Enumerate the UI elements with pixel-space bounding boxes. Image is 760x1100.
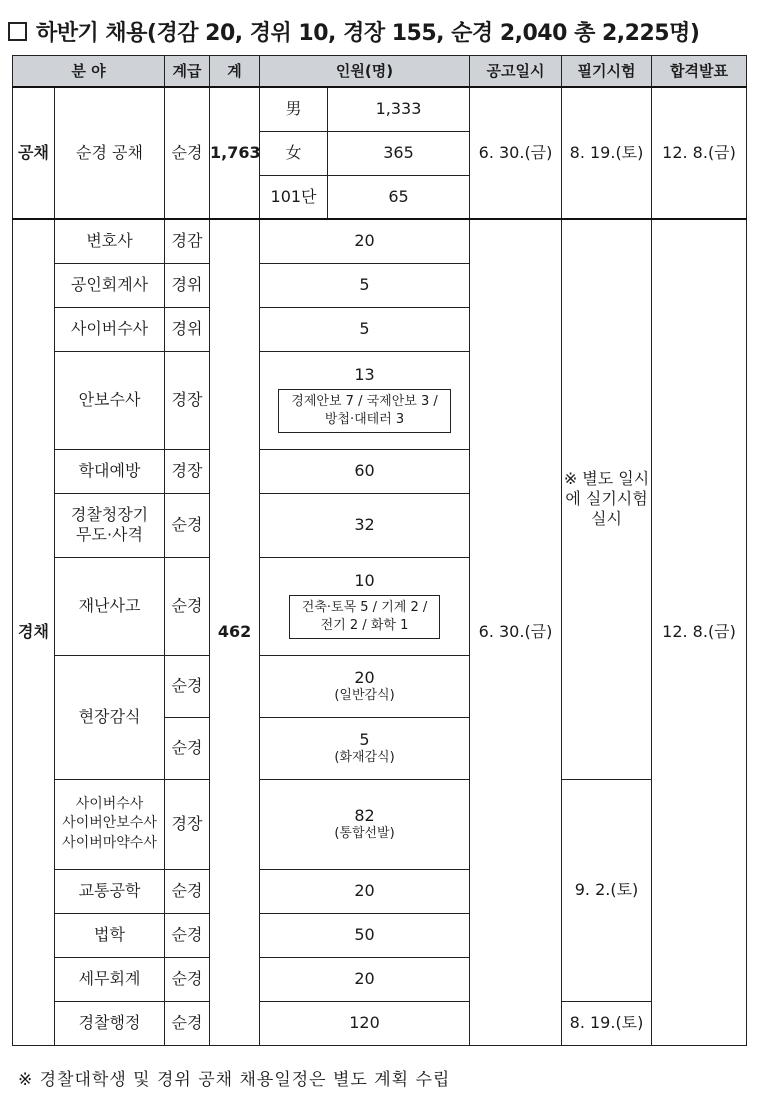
page-heading bbox=[8, 14, 752, 48]
rank-cell: 순경 bbox=[165, 1001, 210, 1045]
field-cell: 법학 bbox=[55, 913, 165, 957]
field-line: 사이버마약수사 bbox=[62, 834, 157, 851]
written-exam-open: 8. 19.(토) bbox=[562, 87, 652, 219]
field-cell: 사이버수사 bbox=[55, 307, 165, 351]
count-cell bbox=[260, 655, 470, 717]
category-open: 공채 bbox=[13, 87, 55, 219]
count-cell: 60 bbox=[260, 449, 470, 493]
header-notice-date: 공고일시 bbox=[470, 56, 562, 88]
rank-cell: 순경 bbox=[165, 869, 210, 913]
field-cell bbox=[55, 779, 165, 869]
gender-label-female: 女 bbox=[260, 131, 328, 175]
field-cell: 변호사 bbox=[55, 219, 165, 263]
total-open: 1,763 bbox=[210, 87, 260, 219]
rank-cell: 순경 bbox=[165, 493, 210, 557]
page-title: 하반기 채용(경감 20, 경위 10, 경장 155, 순경 2,040 총 2,225명) bbox=[36, 20, 700, 46]
table-header-row bbox=[13, 56, 747, 88]
rank-cell: 순경 bbox=[165, 717, 210, 779]
count-cell: 32 bbox=[260, 493, 470, 557]
detail-line: 전기 2 / 화학 1 bbox=[320, 618, 409, 633]
header-total: 계 bbox=[210, 56, 260, 88]
field-line: 무도·사격 bbox=[76, 525, 143, 544]
header-rank: 계급 bbox=[165, 56, 210, 88]
field-cell: 세무회계 bbox=[55, 957, 165, 1001]
rank-cell: 경위 bbox=[165, 263, 210, 307]
rank-cell: 경장 bbox=[165, 449, 210, 493]
rank-cell: 순경 bbox=[165, 655, 210, 717]
exam-note-special: ※ 별도 일시에 실기시험 실시 bbox=[562, 219, 652, 779]
rank-cell: 경위 bbox=[165, 307, 210, 351]
notice-date-open: 6. 30.(금) bbox=[470, 87, 562, 219]
count-cell: 120 bbox=[260, 1001, 470, 1045]
header-headcount: 인원(명) bbox=[260, 56, 470, 88]
rank-cell: 순경 bbox=[165, 557, 210, 655]
unit-label-101: 101단 bbox=[260, 175, 328, 219]
written-exam-special-1: 9. 2.(토) bbox=[562, 779, 652, 1001]
count-value: 82 bbox=[354, 805, 375, 825]
field-cell: 학대예방 bbox=[55, 449, 165, 493]
field-cell: 공인회계사 bbox=[55, 263, 165, 307]
count-cell: 20 bbox=[260, 957, 470, 1001]
count-value: 20 bbox=[354, 667, 375, 687]
field-open: 순경 공채 bbox=[55, 87, 165, 219]
count-cell bbox=[260, 779, 470, 869]
written-exam-special-2: 8. 19.(토) bbox=[562, 1001, 652, 1045]
count-male: 1,333 bbox=[328, 87, 470, 131]
count-subtitle: (통합선발) bbox=[334, 825, 395, 841]
field-cell: 교통공학 bbox=[55, 869, 165, 913]
header-field: 분 야 bbox=[13, 56, 165, 88]
count-cell: 5 bbox=[260, 307, 470, 351]
rank-open: 순경 bbox=[165, 87, 210, 219]
field-cell: 안보수사 bbox=[55, 351, 165, 449]
header-result: 합격발표 bbox=[652, 56, 747, 88]
table-row bbox=[13, 87, 747, 131]
result-special: 12. 8.(금) bbox=[652, 219, 747, 1045]
checkbox-bullet-icon bbox=[8, 22, 27, 41]
category-special: 경채 bbox=[13, 219, 55, 1045]
count-subtitle: (일반감식) bbox=[334, 687, 395, 703]
field-cell bbox=[55, 493, 165, 557]
count-cell: 5 bbox=[260, 263, 470, 307]
total-special: 462 bbox=[210, 219, 260, 1045]
rank-cell: 경장 bbox=[165, 779, 210, 869]
count-value: 13 bbox=[354, 365, 375, 385]
field-cell: 경찰행정 bbox=[55, 1001, 165, 1045]
field-cell: 재난사고 bbox=[55, 557, 165, 655]
result-open: 12. 8.(금) bbox=[652, 87, 747, 219]
count-cell: 20 bbox=[260, 219, 470, 263]
detail-line: 건축·토목 5 / 기계 2 / bbox=[301, 600, 428, 616]
rank-cell: 경감 bbox=[165, 219, 210, 263]
rank-cell: 순경 bbox=[165, 913, 210, 957]
field-line: 사이버수사 bbox=[75, 795, 144, 812]
table-row bbox=[13, 779, 747, 869]
field-line: 사이버안보수사 bbox=[62, 815, 157, 832]
count-101: 65 bbox=[328, 175, 470, 219]
count-cell bbox=[260, 557, 470, 655]
table-row bbox=[13, 1001, 747, 1045]
header-written-exam: 필기시험 bbox=[562, 56, 652, 88]
footnote: ※ 경찰대학생 및 경위 공채 채용일정은 별도 계획 수립 bbox=[18, 1070, 451, 1090]
field-cell: 현장감식 bbox=[55, 655, 165, 779]
detail-box bbox=[289, 595, 440, 638]
rank-cell: 경장 bbox=[165, 351, 210, 449]
rank-cell: 순경 bbox=[165, 957, 210, 1001]
count-value: 5 bbox=[359, 729, 370, 749]
field-line: 경찰청장기 bbox=[70, 505, 149, 524]
table-row bbox=[13, 219, 747, 263]
detail-box bbox=[278, 389, 450, 432]
detail-line: 방첩·대테러 3 bbox=[324, 412, 405, 427]
count-cell: 50 bbox=[260, 913, 470, 957]
count-female: 365 bbox=[328, 131, 470, 175]
notice-date-special: 6. 30.(금) bbox=[470, 219, 562, 1045]
count-cell bbox=[260, 351, 470, 449]
gender-label-male: 男 bbox=[260, 87, 328, 131]
count-subtitle: (화재감식) bbox=[334, 749, 395, 765]
count-value: 10 bbox=[354, 571, 375, 591]
count-cell bbox=[260, 717, 470, 779]
recruitment-table bbox=[12, 55, 747, 1046]
detail-line: 경제안보 7 / 국제안보 3 / bbox=[291, 394, 438, 410]
count-cell: 20 bbox=[260, 869, 470, 913]
